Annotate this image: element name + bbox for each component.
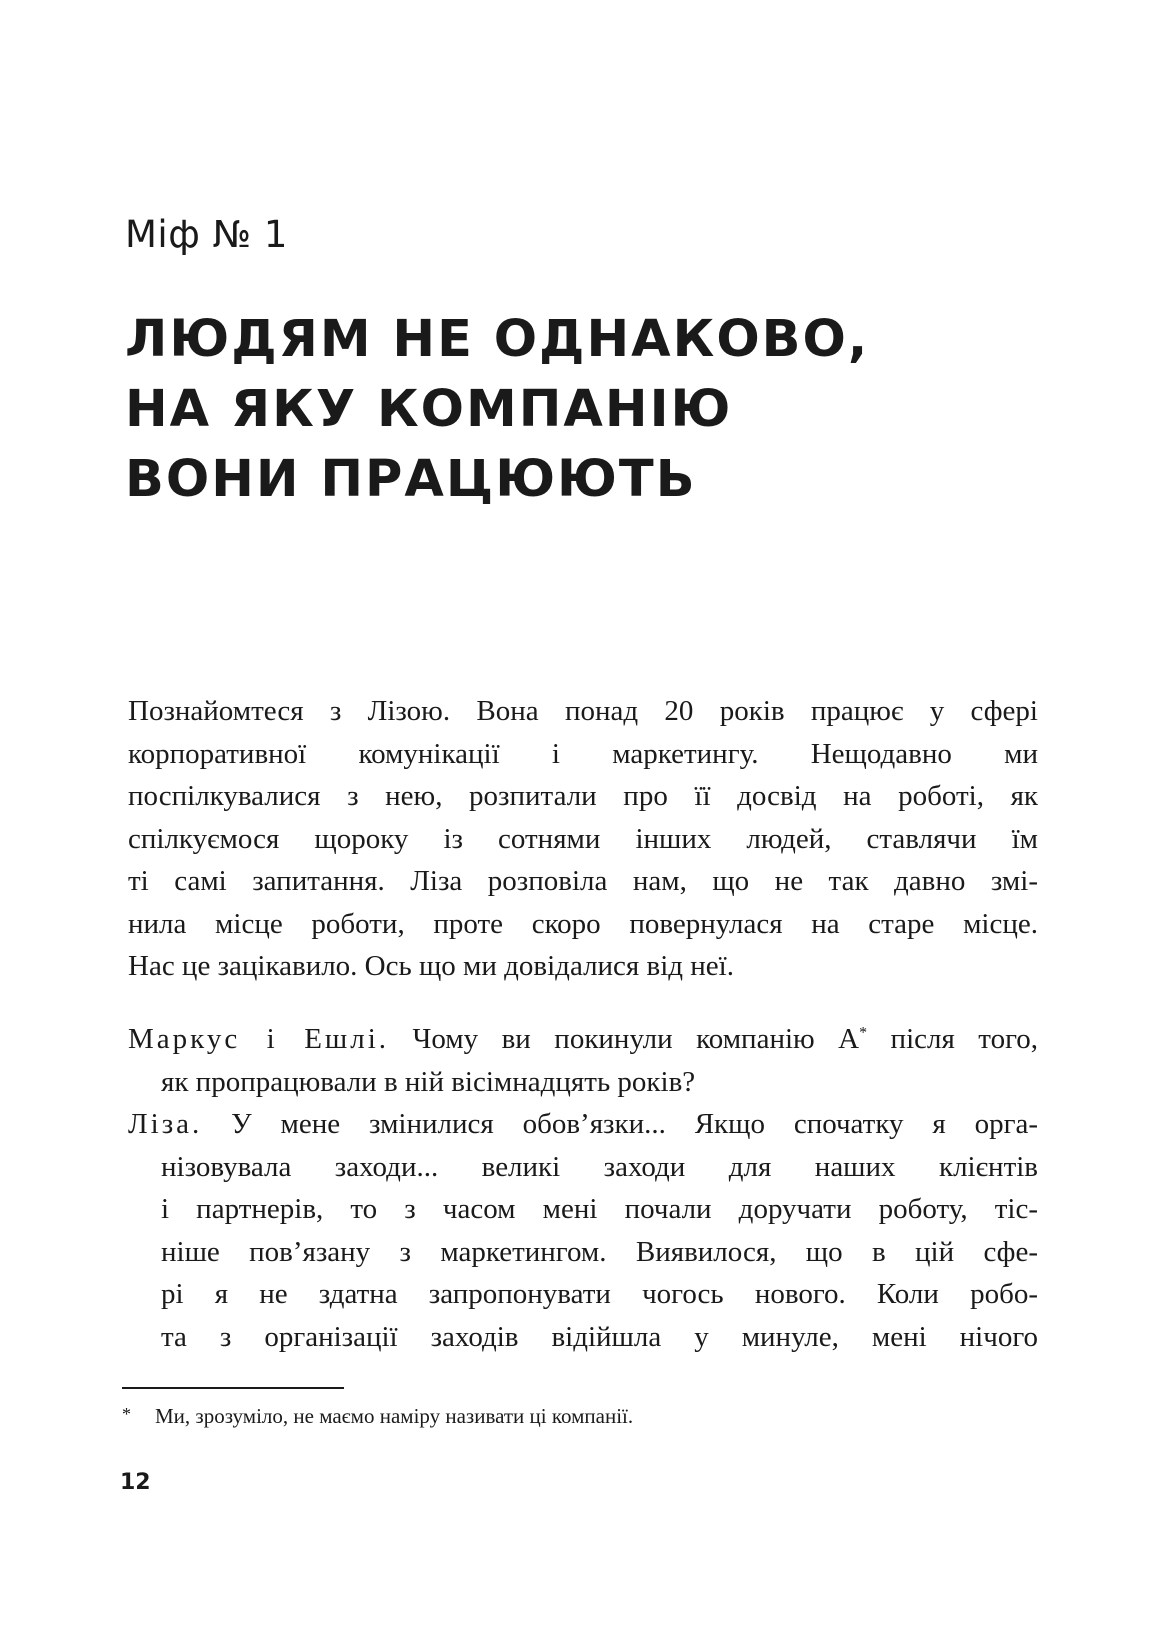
text-line: Нас це зацікавило. Ось що ми довідалися від неї. [128, 950, 734, 982]
text-line: поспілкувалися з нею, розпитали про її досвід на роботі, як [128, 780, 1038, 812]
text-line: і партнерів, то з часом мені почали доручати роботу, тіс- [161, 1193, 1038, 1225]
chapter-title [125, 305, 1045, 515]
text-line: ті самі запитання. Ліза розповіла нам, що не так давно змі- [128, 865, 1038, 897]
footnote-divider [122, 1387, 344, 1389]
footnote-text: Ми, зрозуміло, не маємо наміру називати ці компанії. [155, 1404, 634, 1428]
text-line: спілкуємося щороку із сотнями інших людей, ставлячи їм [128, 822, 1038, 855]
text-line: ніше пов’язану з маркетингом. Виявилося, що в цій сфе- [161, 1235, 1038, 1268]
chapter-title-line: ЛЮДЯМ НЕ ОДНАКОВО, [125, 310, 870, 369]
text-line: корпоративної комунікації і маркетингу. Нещодавно ми [128, 737, 1038, 770]
text-line: як пропрацювали в ній вісімнадцять років? [161, 1065, 696, 1098]
text-line: та з організації заходів відійшла у минуле, мені нічого [161, 1320, 1038, 1353]
text-line: Познайомтеся з Лізою. Вона понад 20 років працює у сфері [128, 695, 1038, 727]
chapter-title-line: ВОНИ ПРАЦЮЮТЬ [125, 450, 697, 509]
footnote-mark: * [122, 1404, 131, 1424]
intro-paragraph [128, 690, 1038, 988]
question-text: Чому ви покинули компанію А [389, 1023, 860, 1055]
speaker-name: Ліза. [128, 1108, 203, 1140]
text-line: нізовувала заходи... великі заходи для наших клієнтів [161, 1150, 1038, 1183]
page-number: 12 [120, 1470, 151, 1495]
footnote-ref: * [859, 1024, 868, 1042]
dialog-answer [128, 1103, 1038, 1358]
chapter-title-line: НА ЯКУ КОМПАНІЮ [125, 380, 733, 439]
question-text-end: після того, [867, 1023, 1038, 1055]
text-line: рі я не здатна запропонувати чогось нового. Коли робо- [161, 1278, 1038, 1310]
text-line: нила місце роботи, проте скоро повернулася на старе місце. [128, 907, 1038, 940]
footnote [122, 1404, 633, 1429]
text-line [128, 1018, 1038, 1061]
speaker-name: Маркус і Ешлі. [128, 1023, 390, 1055]
text-line [128, 1103, 1038, 1146]
answer-text: У мене змінилися обов’язки... Якщо спочатку я орга- [202, 1108, 1038, 1140]
interview-dialog [128, 1018, 1038, 1358]
dialog-question [128, 1018, 1038, 1103]
myth-label: Міф № 1 [125, 213, 288, 256]
